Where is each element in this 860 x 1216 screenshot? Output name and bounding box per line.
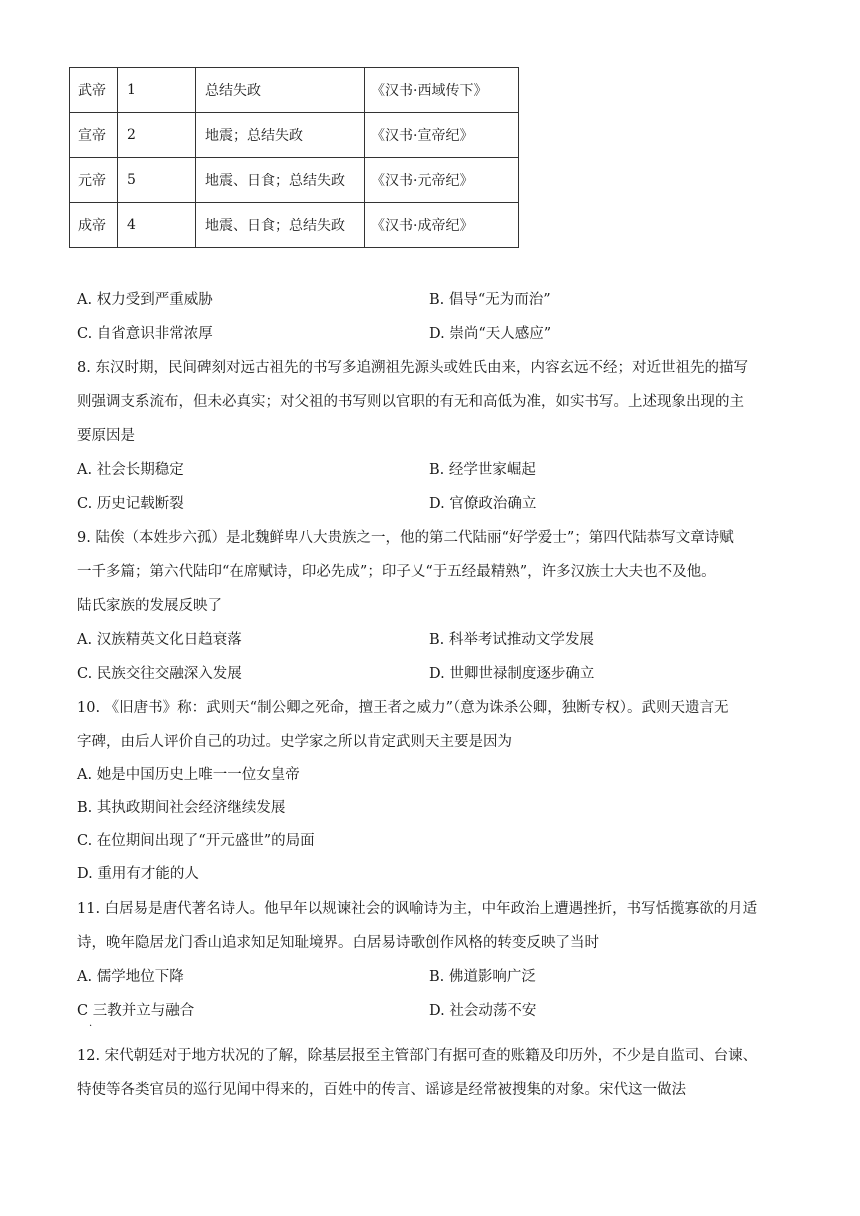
q10-option-d: D. 重用有才能的人 — [77, 866, 199, 882]
q8-option-a: A. 社会长期稳定 — [77, 462, 184, 478]
q11-stem-line: 诗，晚年隐居龙门香山追求知足知耻境界。白居易诗歌创作风格的转变反映了当时 — [77, 935, 599, 951]
q7-option-c: C. 自省意识非常浓厚 — [77, 326, 213, 342]
q12-stem-line: 特使等各类官员的巡行见闻中得来的，百姓中的传言、谣谚是经常被搜集的对象。宋代这一做法 — [77, 1082, 686, 1098]
table-cell: 《汉书·西域传下》 — [365, 68, 519, 113]
table-cell: 1 — [118, 68, 196, 113]
q10-option-c: C. 在位期间出现了“开元盛世”的局面 — [77, 833, 315, 849]
table-cell: 成帝 — [70, 203, 118, 248]
q8-option-b: B. 经学世家崛起 — [429, 462, 536, 478]
table-row — [70, 68, 519, 113]
table-cell: 《汉书·元帝纪》 — [365, 158, 519, 203]
q10-stem-line: 字碑，由后人评价自己的功过。史学家之所以肯定武则天主要是因为 — [77, 734, 512, 750]
q8-option-d: D. 官僚政治确立 — [429, 496, 537, 512]
q7-option-a: A. 权力受到严重威胁 — [77, 292, 213, 308]
table-cell: 2 — [118, 113, 196, 158]
q8-stem-line: 则强调支系流布，但未必真实；对父祖的书写则以官职的有无和高低为准，如实书写。上述现象出现的主 — [77, 394, 744, 410]
q12-stem-line: 12. 宋代朝廷对于地方状况的了解，除基层报至主管部门有据可查的账籍及印历外，不少是自监司、台谏、 — [77, 1048, 758, 1064]
table-cell: 武帝 — [70, 68, 118, 113]
q11-option-c: C 三教并立与融合 — [77, 1003, 195, 1019]
q8-stem-line: 8. 东汉时期，民间碑刻对远古祖先的书写多追溯祖先源头或姓氏由来，内容玄远不经；对近世祖先的描写 — [77, 360, 748, 376]
q8-stem-line: 要原因是 — [77, 428, 135, 444]
table-cell: 地震、日食；总结失政 — [196, 158, 365, 203]
q7-option-b: B. 倡导“无为而治” — [429, 292, 551, 308]
table-row — [70, 158, 519, 203]
q8-option-c: C. 历史记载断裂 — [77, 496, 184, 512]
q9-stem-line: 9. 陆俟（本姓步六孤）是北魏鲜卑八大贵族之一，他的第二代陆丽“好学爱士”；第四代陆恭写文章诗赋 — [77, 530, 734, 546]
q9-option-a: A. 汉族精英文化日趋衰落 — [77, 632, 242, 648]
q9-option-d: D. 世卿世禄制度逐步确立 — [429, 666, 595, 682]
table-row — [70, 113, 519, 158]
q9-stem-line: 一千多篇；第六代陆印“在席赋诗，印必先成”；印子乂“于五经最精熟”，许多汉族士大夫也不及他。 — [77, 564, 716, 580]
table-cell: 元帝 — [70, 158, 118, 203]
q11-option-b: B. 佛道影响广泛 — [429, 969, 536, 985]
q9-option-b: B. 科举考试推动文学发展 — [429, 632, 594, 648]
emperor-table — [69, 67, 519, 248]
q7-option-d: D. 崇尚“天人感应” — [429, 326, 552, 342]
table-cell: 总结失政 — [196, 68, 365, 113]
table-cell: 地震、日食；总结失政 — [196, 203, 365, 248]
q11-option-a: A. 儒学地位下降 — [77, 969, 184, 985]
table-cell: 4 — [118, 203, 196, 248]
option-c-dot-mark: . — [89, 1018, 93, 1029]
q11-stem-line: 11. 白居易是唐代著名诗人。他早年以规谏社会的讽喻诗为主，中年政治上遭遇挫折，书写恬揽寡欲的月适 — [77, 901, 758, 917]
table-cell: 宣帝 — [70, 113, 118, 158]
q9-option-c: C. 民族交往交融深入发展 — [77, 666, 242, 682]
table-cell: 地震；总结失政 — [196, 113, 365, 158]
q10-stem-line: 10. 《旧唐书》称：武则天“制公卿之死命，擅王者之威力”（意为诛杀公卿，独断专权）。武则天遗言无 — [77, 700, 729, 716]
q10-option-b: B. 其执政期间社会经济继续发展 — [77, 800, 286, 816]
q10-option-a: A. 她是中国历史上唯一一位女皇帝 — [77, 767, 300, 783]
q9-stem-line: 陆氏家族的发展反映了 — [77, 598, 222, 614]
table-cell: 《汉书·成帝纪》 — [365, 203, 519, 248]
table-cell: 《汉书·宣帝纪》 — [365, 113, 519, 158]
table-cell: 5 — [118, 158, 196, 203]
q11-option-d: D. 社会动荡不安 — [429, 1003, 537, 1019]
table-row — [70, 203, 519, 248]
